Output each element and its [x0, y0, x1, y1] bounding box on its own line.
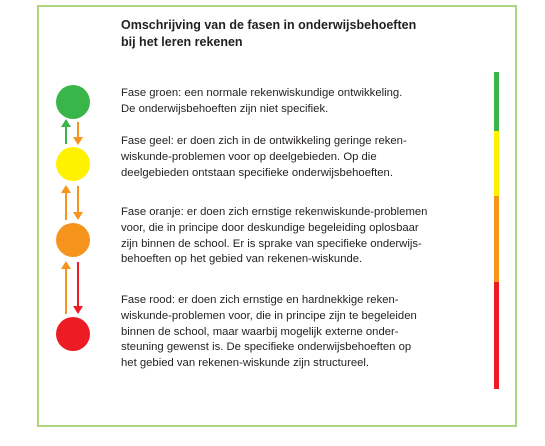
green-scale-segment: [494, 72, 499, 131]
arrow-down-to-orange-icon: [73, 186, 83, 220]
text-line: deelgebieden ontstaan specifieke onderwijsbehoeften.: [121, 166, 393, 179]
phase-orange-description: [121, 205, 466, 268]
text-line: Fase geel: er doen zich in de ontwikkeling geringe reken-: [121, 135, 407, 147]
arrow-up-to-orange-icon: [61, 261, 71, 314]
text-line: De onderwijsbehoeften zijn niet specifiek.: [121, 102, 329, 115]
text-line: zijn binnen de school. Er is sprake van specifieke onderwijs-: [121, 237, 422, 250]
text-line: voor, die in principe door deskundige begeleiding oplosbaar: [121, 221, 419, 234]
red-scale-segment: [494, 282, 499, 389]
text-line: steuning gewenst is. De specifieke onderwijsbehoeften op: [121, 341, 412, 354]
text-line: binnen de school, maar waarbij mogelijk externe onder-: [121, 325, 399, 338]
orange-scale-segment: [494, 196, 499, 282]
text-line: Fase groen: een normale rekenwiskundige ontwikkeling.: [121, 87, 403, 99]
title-line-2: bij het leren rekenen: [121, 35, 243, 49]
yellow-scale-segment: [494, 131, 499, 196]
phase-yellow-description: [121, 134, 466, 181]
text-line: wiskunde-problemen voor, die in principe zijn te begeleiden: [121, 309, 417, 322]
title-line-1: Omschrijving van de fasen in onderwijsbehoeften: [121, 18, 417, 32]
phase-green-description: [121, 86, 466, 118]
text-line: Fase oranje: er doen zich ernstige rekenwiskunde-problemen: [121, 206, 428, 218]
arrow-down-to-red-icon: [73, 262, 83, 314]
text-line: Fase rood: er doen zich ernstige en hardnekkige reken-: [121, 294, 399, 306]
text-line: behoeften op het gebied van rekenen-wiskunde.: [121, 253, 363, 266]
arrow-up-to-yellow-icon: [61, 185, 71, 220]
arrow-up-to-green-icon: [61, 119, 71, 144]
arrow-down-to-yellow-icon: [73, 122, 83, 145]
text-line: het gebied van rekenen-wiskunde zijn structureel.: [121, 357, 370, 370]
phase-red-description: [121, 293, 466, 372]
text-line: wiskunde-problemen voor op deelgebieden. Op die: [121, 150, 377, 163]
